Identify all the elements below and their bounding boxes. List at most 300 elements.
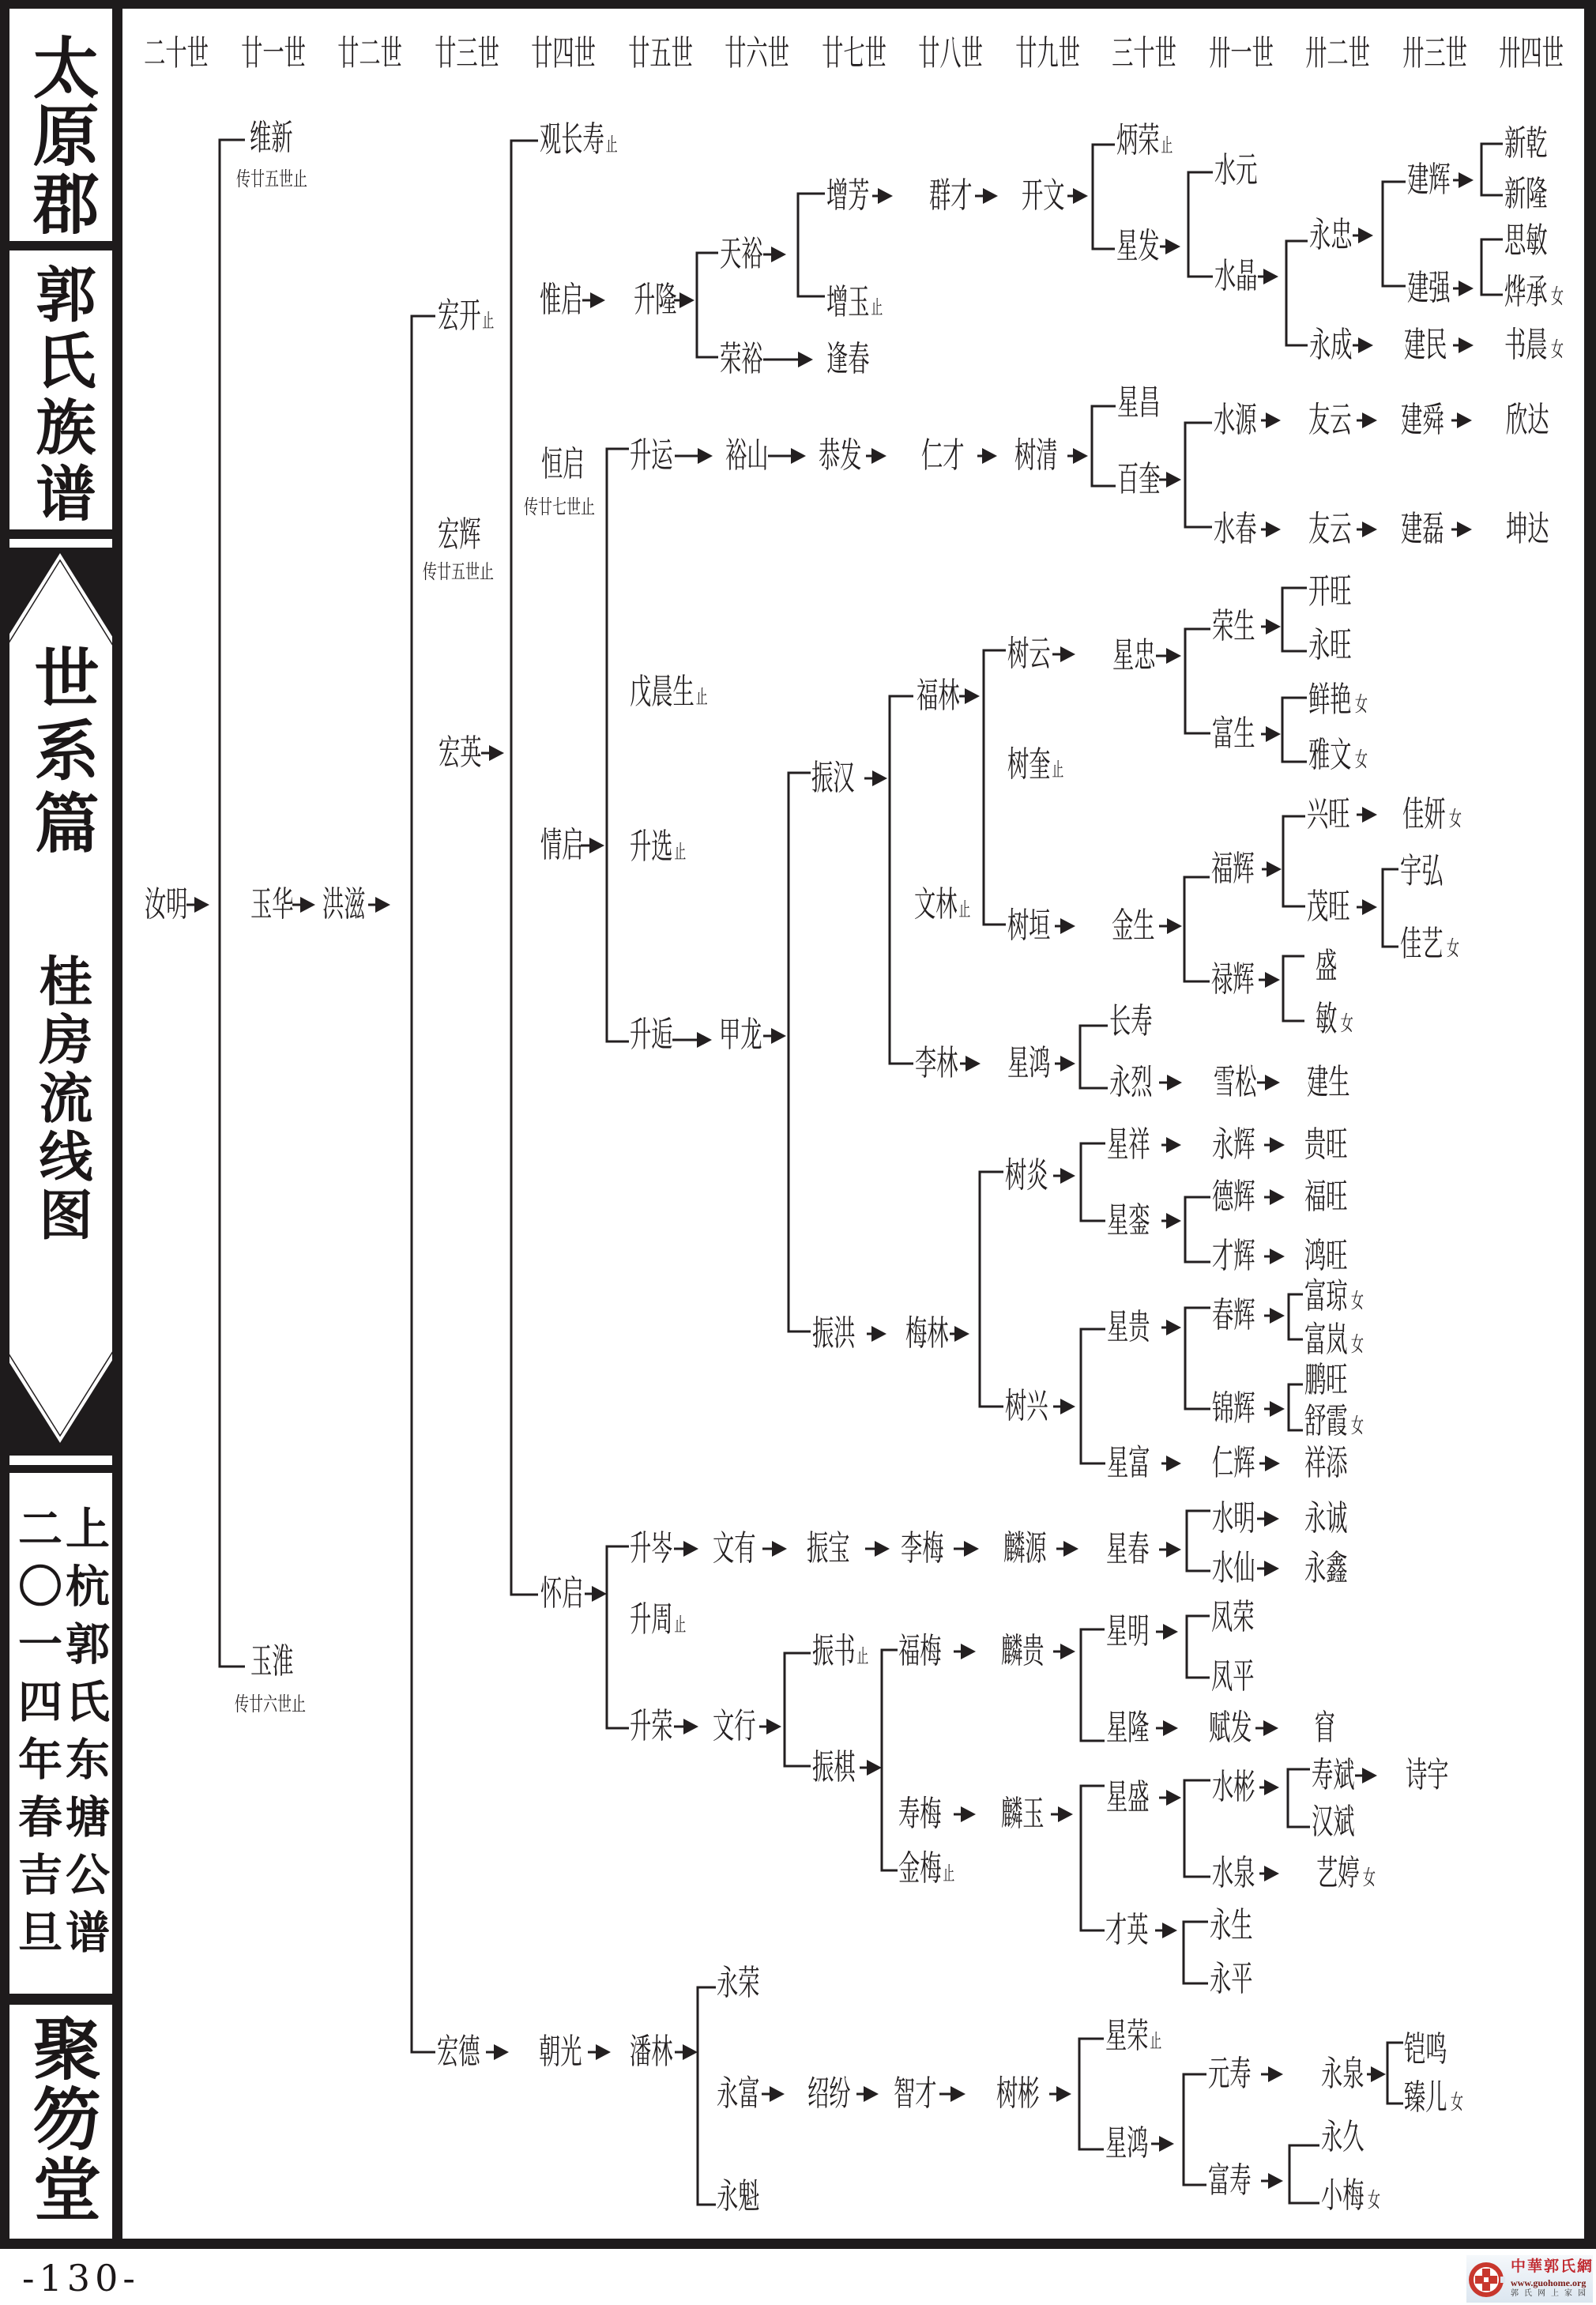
person-node xyxy=(630,828,686,866)
person-node xyxy=(812,1315,856,1353)
person-name: 星隆 xyxy=(1106,1708,1150,1748)
person-name: 寿梅 xyxy=(898,1794,942,1834)
arrow-icon xyxy=(1257,1075,1280,1090)
person-name: 富生 xyxy=(1212,714,1255,754)
person-node xyxy=(1504,273,1564,311)
person-node xyxy=(1212,608,1255,646)
person-node xyxy=(1304,1237,1348,1275)
person-name: 麟玉 xyxy=(1001,1794,1045,1834)
person-name: 永成 xyxy=(1309,325,1353,365)
person-name: 升岑 xyxy=(630,1528,673,1569)
arrow-icon xyxy=(1367,2066,1386,2082)
person-node xyxy=(1307,796,1350,834)
bracket-connector xyxy=(1185,1308,1210,1409)
female-marker: 女 xyxy=(1550,338,1564,362)
arrow-icon xyxy=(585,1586,607,1602)
female-marker: 女 xyxy=(1350,1333,1365,1357)
person-node xyxy=(1022,177,1065,215)
arrow-icon xyxy=(581,838,604,853)
arrow-icon xyxy=(186,897,209,913)
arrow-icon xyxy=(1159,918,1182,934)
person-name: 升选 xyxy=(630,827,673,867)
person-name: 惟启 xyxy=(540,280,583,320)
person-name: 潘林 xyxy=(630,2032,673,2072)
arrow-icon xyxy=(1155,1923,1177,1938)
person-name: 舒霞 xyxy=(1304,1401,1348,1441)
person-node xyxy=(1304,1178,1348,1216)
person-node xyxy=(1309,217,1353,254)
bracket-connector xyxy=(984,650,1006,925)
bracket-connector xyxy=(1184,1922,1208,1983)
arrow-icon xyxy=(368,897,390,913)
bracket-connector xyxy=(607,449,629,1041)
person-name: 星忠 xyxy=(1112,635,1156,676)
logo-tagline: 郭氏网上家园 xyxy=(1511,2289,1591,2298)
generation-label-text: 廿九世 xyxy=(1014,33,1080,73)
arrow-icon xyxy=(292,897,315,913)
person-name: 祥添 xyxy=(1304,1443,1348,1483)
line-ended-marker: 止 xyxy=(958,898,971,921)
bracket-connector xyxy=(511,141,538,1595)
arrow-icon xyxy=(674,292,694,308)
person-name: 永鑫 xyxy=(1304,1548,1348,1588)
arrow-icon xyxy=(588,2044,611,2060)
person-name: 永旺 xyxy=(1308,625,1352,665)
person-name: 梅林 xyxy=(905,1313,949,1354)
person-name: 建辉 xyxy=(1407,160,1451,200)
person-node xyxy=(807,1530,850,1568)
person-node xyxy=(1211,961,1255,999)
arrow-icon xyxy=(977,448,997,464)
person-node xyxy=(826,341,870,379)
person-node xyxy=(1506,401,1549,439)
person-node xyxy=(1105,1911,1149,1949)
person-node xyxy=(1212,1126,1255,1164)
person-node xyxy=(1212,1237,1255,1275)
person-name: 福辉 xyxy=(1211,849,1255,889)
person-name: 富琼 xyxy=(1304,1276,1348,1316)
bracket-connector xyxy=(1481,144,1503,195)
person-node xyxy=(1321,2055,1365,2093)
person-node xyxy=(996,2075,1040,2113)
person-node xyxy=(1212,715,1255,753)
person-node xyxy=(1210,1960,1253,1998)
arrow-icon xyxy=(1264,1249,1285,1264)
arrow-icon xyxy=(856,2086,879,2102)
arrow-icon xyxy=(1453,172,1474,188)
arrow-icon xyxy=(1055,918,1075,934)
arrow-icon xyxy=(866,448,886,464)
person-name: 雪松 xyxy=(1214,1062,1257,1102)
person-name: 炳荣 xyxy=(1116,120,1160,160)
person-name: 李梅 xyxy=(901,1528,944,1569)
person-node xyxy=(1304,1321,1364,1359)
person-name: 金生 xyxy=(1112,906,1155,946)
arrow-icon xyxy=(674,1541,698,1557)
female-marker: 女 xyxy=(1448,808,1462,831)
person-node xyxy=(1308,627,1352,665)
person-name: 树垣 xyxy=(1007,906,1051,946)
person-node xyxy=(630,1601,686,1639)
arrow-icon xyxy=(1453,337,1474,353)
arrow-icon xyxy=(1056,1541,1078,1557)
person-name: 福梅 xyxy=(898,1631,942,1671)
person-name: 升隆 xyxy=(634,280,677,320)
person-node xyxy=(1504,125,1548,163)
person-node xyxy=(1107,1309,1150,1346)
generation-label-text: 卅三世 xyxy=(1402,33,1467,73)
person-name: 星銮 xyxy=(1107,1200,1150,1241)
person-name: 欣达 xyxy=(1506,400,1549,440)
person-node xyxy=(1212,1297,1255,1335)
person-node xyxy=(1007,907,1051,945)
person-node xyxy=(1106,1779,1150,1817)
bracket-connector xyxy=(785,1653,811,1766)
person-node xyxy=(1105,2017,1161,2055)
person-name: 智才 xyxy=(894,2073,937,2114)
person-node xyxy=(630,2033,673,2071)
person-node xyxy=(250,1643,294,1681)
arrow-icon xyxy=(1055,1056,1075,1072)
person-node xyxy=(1304,1500,1348,1538)
person-node xyxy=(1107,1444,1150,1482)
bracket-connector xyxy=(1081,1143,1105,1221)
person-node xyxy=(1321,2177,1380,2215)
person-name: 永烈 xyxy=(1109,1062,1153,1102)
person-name: 升荣 xyxy=(630,1706,673,1746)
person-name: 建舜 xyxy=(1401,400,1444,440)
arrow-icon xyxy=(1264,1308,1285,1324)
arrow-icon xyxy=(1353,228,1373,243)
person-node xyxy=(1321,2119,1365,2156)
arrow-icon xyxy=(975,188,998,204)
person-node xyxy=(898,1795,942,1833)
person-node xyxy=(1308,401,1352,439)
person-name: 永泉 xyxy=(1321,2054,1365,2094)
person-name: 水元 xyxy=(1214,150,1258,190)
arrow-icon xyxy=(1261,619,1281,635)
person-node xyxy=(1400,853,1444,891)
person-name: 兴旺 xyxy=(1307,794,1350,834)
arrow-icon xyxy=(1353,337,1373,353)
person-name: 锦辉 xyxy=(1212,1388,1255,1429)
bracket-connector xyxy=(890,696,913,1064)
person-node xyxy=(1401,401,1444,439)
person-name: 天裕 xyxy=(720,234,763,274)
person-name: 树兴 xyxy=(1005,1386,1048,1426)
person-node xyxy=(1308,681,1368,719)
person-node xyxy=(1212,1500,1255,1538)
person-node xyxy=(1308,510,1352,548)
lineage-note: 传廿五世止 xyxy=(236,168,308,190)
person-node xyxy=(1001,1633,1045,1670)
person-node xyxy=(1404,2031,1447,2069)
person-node xyxy=(1106,1613,1150,1651)
person-node xyxy=(826,177,870,215)
person-node xyxy=(539,2033,582,2071)
person-node xyxy=(894,2075,937,2113)
person-name: 荣裕 xyxy=(720,339,763,379)
person-name: 德辉 xyxy=(1212,1177,1255,1217)
person-node xyxy=(540,1575,584,1613)
person-node xyxy=(717,2178,760,2216)
person-node xyxy=(1007,635,1051,673)
person-node xyxy=(1404,2079,1463,2117)
person-node xyxy=(1212,1444,1255,1482)
person-name: 振棋 xyxy=(812,1747,856,1787)
bracket-connector xyxy=(1387,2043,1403,2104)
person-name: 星昌 xyxy=(1117,382,1161,423)
person-node xyxy=(1212,1178,1255,1216)
person-node xyxy=(1109,1003,1153,1041)
generation-label-text: 卅四世 xyxy=(1499,33,1564,73)
person-name: 增芳 xyxy=(826,175,870,216)
person-node xyxy=(1208,2162,1252,2200)
person-name: 戊晨生 xyxy=(630,672,694,712)
arrow-icon xyxy=(1159,1790,1181,1806)
arrow-icon xyxy=(763,352,813,367)
arrow-icon xyxy=(481,745,504,761)
arrow-icon xyxy=(1053,1399,1075,1414)
bracket-connector xyxy=(1481,239,1503,295)
person-node xyxy=(1407,161,1451,199)
person-node xyxy=(1211,1658,1255,1696)
person-name: 宏英 xyxy=(439,733,482,773)
person-name: 星富 xyxy=(1107,1443,1150,1483)
arrow-icon xyxy=(1261,2173,1283,2189)
person-name: 臻儿 xyxy=(1404,2077,1447,2118)
person-node xyxy=(812,1749,856,1787)
person-name: 观长寿 xyxy=(540,119,604,160)
person-node xyxy=(634,281,677,319)
arrow-icon xyxy=(1357,807,1377,823)
person-name: 铠鸣 xyxy=(1404,2029,1447,2070)
person-name: 永荣 xyxy=(717,1963,760,2003)
person-name: 寿斌 xyxy=(1312,1755,1355,1795)
person-node xyxy=(1304,1444,1348,1482)
lineage-note: 传廿五世止 xyxy=(423,560,495,583)
arrow-icon xyxy=(1067,188,1088,204)
generation-label-text: 二十世 xyxy=(144,33,209,73)
arrow-icon xyxy=(1051,1806,1073,1822)
person-node xyxy=(713,1530,756,1568)
generation-label-text: 卅一世 xyxy=(1208,33,1274,73)
arrow-icon xyxy=(1159,1542,1181,1557)
person-node xyxy=(1116,228,1160,266)
person-node xyxy=(1304,1403,1364,1441)
female-marker: 女 xyxy=(1340,1012,1353,1036)
person-node xyxy=(898,1850,954,1888)
person-name: 洪滋 xyxy=(322,884,366,925)
hall-name: 聚笏堂 xyxy=(21,2013,101,2224)
person-node xyxy=(322,886,366,924)
person-name: 永辉 xyxy=(1212,1124,1255,1165)
person-node xyxy=(1406,1757,1449,1795)
person-node xyxy=(1316,1000,1353,1038)
generation-label-text: 三十世 xyxy=(1112,33,1177,73)
arrow-icon xyxy=(1161,1137,1181,1153)
person-node xyxy=(898,1633,942,1670)
person-node xyxy=(438,297,494,335)
bracket-connector xyxy=(1187,1616,1210,1678)
person-node xyxy=(630,437,673,475)
person-node xyxy=(1307,888,1350,926)
arrow-icon xyxy=(939,2086,966,2102)
person-name: 星春 xyxy=(1106,1529,1150,1569)
line-ended-marker: 止 xyxy=(674,841,687,863)
person-name: 窅 xyxy=(1314,1708,1336,1748)
person-name: 诗宇 xyxy=(1406,1755,1449,1795)
arrow-icon xyxy=(1453,281,1474,296)
female-marker: 女 xyxy=(1446,937,1460,961)
bracket-connector xyxy=(1286,241,1308,345)
bracket-connector xyxy=(1187,1511,1210,1571)
person-node xyxy=(1312,1803,1355,1841)
person-node xyxy=(1504,175,1548,213)
person-node xyxy=(540,121,618,159)
person-name: 建民 xyxy=(1404,325,1447,365)
clan-emblem-icon xyxy=(1468,2259,1506,2300)
person-name: 裕山 xyxy=(725,435,769,476)
person-name: 元寿 xyxy=(1208,2054,1252,2094)
person-node xyxy=(1001,1795,1045,1833)
person-name: 树炎 xyxy=(1005,1155,1048,1196)
person-name: 思敏 xyxy=(1504,220,1548,261)
person-name: 水晶 xyxy=(1214,256,1258,296)
person-node xyxy=(1312,1757,1355,1795)
person-node xyxy=(717,2075,760,2113)
person-node xyxy=(1014,437,1058,475)
generation-label-text: 廿八世 xyxy=(918,33,984,73)
arrow-icon xyxy=(865,1541,890,1557)
person-name: 才英 xyxy=(1105,1910,1149,1950)
person-name: 汉斌 xyxy=(1312,1802,1355,1842)
person-node xyxy=(1211,1599,1255,1636)
edition-date: 二〇一四年春吉旦 xyxy=(11,1505,62,1967)
person-node xyxy=(1107,1202,1150,1240)
person-name: 水源 xyxy=(1214,400,1257,440)
person-name: 凤平 xyxy=(1211,1656,1255,1697)
person-name: 仁辉 xyxy=(1212,1443,1255,1483)
arrow-icon xyxy=(867,1326,886,1342)
generation-label-text: 廿三世 xyxy=(434,33,499,73)
arrow-icon xyxy=(1258,269,1278,284)
bracket-connector xyxy=(882,1650,898,1870)
person-name: 百奎 xyxy=(1117,459,1161,499)
arrow-icon xyxy=(950,1326,969,1342)
bracket-connector xyxy=(1288,1769,1310,1827)
person-name: 赋发 xyxy=(1209,1708,1252,1748)
arrow-icon xyxy=(1257,1561,1279,1576)
bracket-connector xyxy=(1185,1197,1210,1262)
arrow-icon xyxy=(1264,1189,1285,1205)
person-node xyxy=(1316,947,1337,985)
person-name: 恭发 xyxy=(819,435,862,476)
person-name: 振洪 xyxy=(812,1313,856,1354)
arrow-icon xyxy=(1161,1213,1181,1229)
person-name: 宏开 xyxy=(438,296,481,336)
person-node xyxy=(719,1016,762,1054)
line-ended-marker: 止 xyxy=(871,296,883,318)
person-node xyxy=(1304,1278,1364,1316)
person-name: 新乾 xyxy=(1504,123,1548,164)
arrow-icon xyxy=(763,247,786,262)
arrow-icon xyxy=(763,1028,786,1044)
arrow-icon xyxy=(1257,1511,1279,1527)
person-name: 仁才 xyxy=(921,435,965,476)
person-name: 友云 xyxy=(1308,509,1352,549)
arrow-icon xyxy=(675,2044,698,2060)
bracket-connector xyxy=(698,1987,716,2205)
arrow-icon xyxy=(1451,522,1472,537)
arrow-icon xyxy=(759,1719,781,1734)
arrow-icon xyxy=(1151,2136,1174,2152)
arrow-icon xyxy=(1161,1456,1181,1471)
female-marker: 女 xyxy=(1350,1290,1365,1313)
person-name: 星鸿 xyxy=(1105,2123,1149,2164)
person-name: 艺婷 xyxy=(1316,1853,1360,1893)
person-name: 树彬 xyxy=(996,2073,1040,2114)
person-node xyxy=(826,284,883,322)
book-title: 郭氏族谱 xyxy=(26,263,96,529)
person-node xyxy=(1214,510,1257,548)
bracket-connector xyxy=(1081,1786,1105,1930)
person-node xyxy=(807,2075,851,2113)
person-name: 星荣 xyxy=(1105,2016,1149,2056)
person-name: 春辉 xyxy=(1212,1295,1255,1335)
person-name: 甲龙 xyxy=(719,1015,762,1055)
person-node xyxy=(717,1964,760,2002)
person-node xyxy=(1214,258,1258,296)
section-title: 世系篇 xyxy=(24,644,99,862)
bracket-connector xyxy=(1081,1629,1105,1741)
bracket-connector xyxy=(1383,869,1398,947)
generation-label-text: 廿一世 xyxy=(240,33,306,73)
line-ended-marker: 止 xyxy=(482,310,495,332)
arrow-icon xyxy=(1262,861,1282,877)
person-node xyxy=(540,281,583,319)
person-name: 凤荣 xyxy=(1211,1597,1255,1637)
person-node xyxy=(437,2033,480,2071)
person-node xyxy=(720,235,763,273)
person-name: 树奎 xyxy=(1007,744,1051,785)
generation-label-text: 廿六世 xyxy=(725,33,790,73)
person-name: 增玉 xyxy=(826,282,870,322)
logo-url[interactable]: www.guohome.org xyxy=(1511,2277,1587,2288)
arrow-icon xyxy=(954,1541,979,1557)
person-name: 树清 xyxy=(1014,435,1058,476)
person-node xyxy=(1304,1550,1348,1588)
person-name: 贵旺 xyxy=(1304,1124,1348,1165)
site-logo[interactable] xyxy=(1466,2255,1593,2303)
person-node xyxy=(1504,326,1564,364)
person-name: 汝明 xyxy=(145,884,188,925)
line-ended-marker: 止 xyxy=(1150,2030,1162,2052)
person-node xyxy=(1309,326,1353,364)
person-name: 书晨 xyxy=(1504,325,1548,365)
bracket-connector xyxy=(1283,816,1305,906)
person-name: 永平 xyxy=(1210,1959,1253,1999)
person-name: 水春 xyxy=(1214,509,1257,549)
line-ended-marker: 止 xyxy=(674,1614,687,1636)
person-name: 开旺 xyxy=(1308,571,1352,612)
person-name: 敏 xyxy=(1316,999,1338,1039)
person-node xyxy=(1208,2055,1252,2093)
person-node xyxy=(1210,1907,1253,1945)
line-ended-marker: 止 xyxy=(1052,759,1064,781)
person-name: 文行 xyxy=(713,1706,756,1746)
person-name: 小梅 xyxy=(1321,2175,1365,2216)
